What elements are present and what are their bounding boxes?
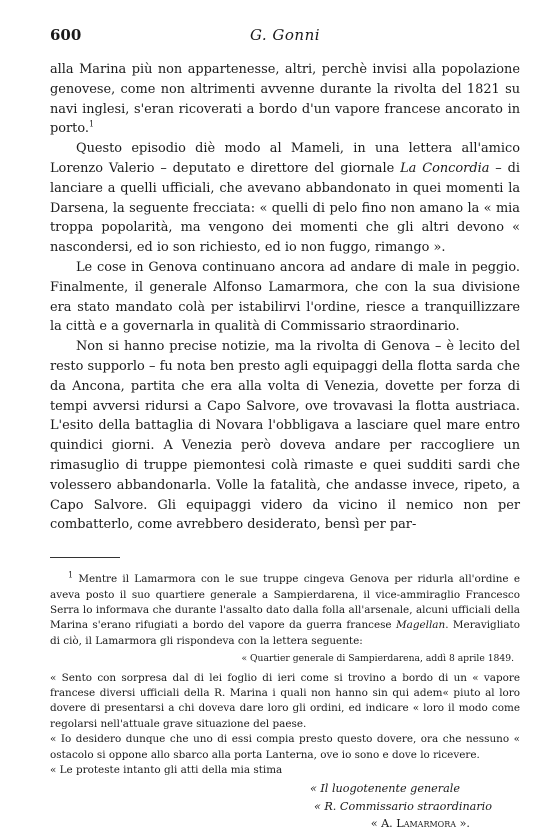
footnote-separator [50, 557, 120, 558]
letter-dateline: « Quartier generale di Sampierdarena, addì 8 aprile 1849. [241, 653, 514, 665]
footnote-1 [50, 572, 520, 649]
paragraph-2-text-a: Questo episodio diè modo al Mameli, in una lettera all'amico Lorenzo Valerio – deputato e direttore del giornale [50, 141, 520, 176]
paragraph-2 [50, 139, 520, 258]
paragraph-1-text: alla Marina più non appartenesse, altri, perchè invisi alla popolazione genovese, come non altrimenti avvenne durante la rivolta del 1821 su navi inglesi, s'eran ricoverati a bordo d'un vapore francese ancorato in porto. [50, 62, 520, 137]
letter-paragraph: « Sento con sorpresa dal di lei foglio di ieri come si trovino a bordo di un « vapore francese diversi ufficiali della R. Marina i quali non hanno sin qui adem« piuto al loro dovere di presentarsi a chi doveva dare loro gli ordini, ed indicare « loro il modo come regolarsi nell'attuale grave situazione del paese. [50, 671, 520, 730]
ship-name: Magellan [396, 619, 446, 632]
page-header [50, 26, 520, 48]
running-head: G. Gonni [249, 26, 321, 44]
signature-name: « A. Lamarmora ». [370, 817, 470, 831]
paragraph-2-text-b: – di lanciare a quelli ufficiali, che avevano abbandonato in quei momenti la Darsena, la seguente frecciata: « quelli di pelo fino non amano la « mia troppa popolarità, ma vengono dei momenti che gli altri devono « nascondersi, ed io son richiesto, ed io non fuggo, rimango ». [50, 160, 520, 256]
signature-role: « R. Commissario straordinario [313, 799, 492, 813]
paragraph-4: Non si hanno precise notizie, ma la rivolta di Genova – è lecito del resto supporlo – fu nota ben presto agli equipaggi della flotta sarda che da Ancona, partita che era alla volta di Venezia, dovette per forza di tempi avversi ridursi a Capo Salvore, ove trovavasi la flotta austriaca. L'esito della battaglia di Novara l'obbligava a lasciare quel mare entro quindici giorni. A Venezia però doveva andare per raccogliere un rimasuglio di truppe piemontesi colà rimaste e quei sudditi sardi che volessero abbandonarla. Volle la fatalità, che andasse invece, ripeto, a Capo Salvore. Gli equipaggi videro da vicino il nemico non per combatterlo, come avrebbero desiderato, bensì per par- [50, 339, 520, 533]
footnotes [50, 572, 520, 833]
letter [50, 671, 520, 779]
letter-signature [50, 780, 520, 833]
letter-paragraph: « Le proteste intanto gli atti della mia stima [50, 764, 283, 776]
paragraph-3: Le cose in Genova continuano ancora ad andare di male in peggio. Finalmente, il generale Alfonso Lamarmora, che con la sua divisione era stato mandato colà per istabilirvi l'ordine, riesce a tranquillizzare la città e a governarla in qualità di Commissario straordinario. [50, 259, 520, 335]
newspaper-title: La Concordia [400, 160, 490, 176]
footnote-text-a: Mentre il Lamarmora con le sue truppe cingeva Genova per ridurla all'ordine e aveva posto il suo quartiere generale a Sampierdarena, il vice-ammiraglio Francesco Serra lo informava che durante l'assalto dato dalla folla all'arsenale, alcuni ufficiali della Marina s'erano rifugiati a bordo del vapore da guerra francese [50, 573, 520, 632]
footnote-reference: 1 [89, 120, 95, 130]
letter-paragraph: « Io desidero dunque che uno di essi compia presto questo dovere, ora che nessuno « ostacolo si oppone allo sbarco alla porta Lanterna, ove io sono e dove lo ricevere. [50, 733, 520, 761]
paragraph-1 [50, 60, 520, 139]
footnote-text-b: . Meravigliato di ciò, il Lamarmora gli rispondeva con la lettera seguente: [50, 619, 520, 647]
footnote-mark: 1 [68, 570, 74, 580]
main-text [50, 60, 520, 535]
signature-title: « Il luogotenente generale [309, 782, 460, 796]
page-number: 600 [50, 26, 82, 44]
